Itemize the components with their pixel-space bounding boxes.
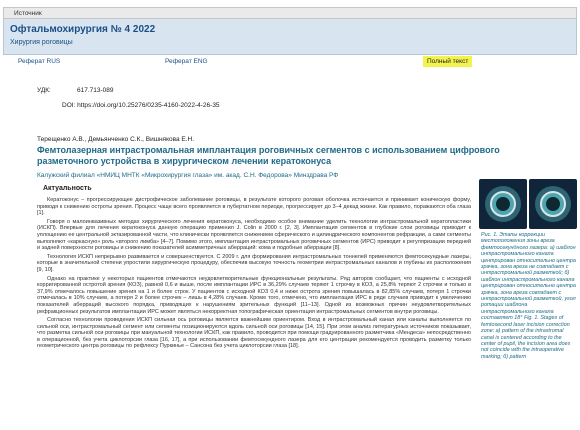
figure-1-image[interactable] (479, 176, 577, 230)
paragraph: Однако на практике у некоторых пациентов отмечаются неудовлетворительные функциональные результаты. Ряд авторов сообщает, что пациенты с исходной корригированной остротой зрения (КОЗ), равной 0,6 и выше, после имплантации ИРС в 36,29% случаев теряют 1 строчку в КОЗ, а 25,8% теряют 2 строчки и только в 37,9% отмечалось повышение зрения на 1 и более строк. У пациентов с исходной КОЗ 0,4 и ниже острота зрения повышалась в 82,85% случаев, потеря 1 строчки отмечалась в 10% случаев, а потеря 2 и более строчек – лишь в 4,28% случаев. Кроме того, отмечено, что имплантация ИРС в ряде случаев приводит к увеличению показателей аберраций высокого порядка, приводящих к нарушениям зрительных функций [11–13]. Одной из возможных причин неудовлетворительных рефракционных результатов имплантации ИРС может являться некорректная топографическая ориентация интрастромальных сегментов внутри роговицы. (37, 275, 471, 315)
paragraph: Согласно технологии проведения ИСКП сильная ось роговицы является важнейшим ориентиром. Вход в интрастромальный канал или каналы выполняется по сильной оси, интрастромальный сегмент или сегменты позиционируются вдоль сильной оси роговицы [14, 15]. При этом анализ литературных источников показывает, что разметка сильной оси роговицы при мануальной технологии ИСКП, как правило, проводится при помощи градуированного разметчика «Мендеса» непосредственно в операционной, без учета циклоторсии глаза [16, 17], а при использовании фемтосекундного лазера для его центрации рекомендуется проводить разметку только геометрического центра роговицы по рефлексу Пуркинье – Сансона без учета циклоторсии глаза [18]. (37, 317, 471, 350)
paragraph: Говоря о малоинвазивных методах хирургического лечения кератоконуса, необходимо особое внимание уделить технологии интрастромальной кератопластики (ИСКП). Впервые для лечения кератоконуса данную операцию применил J. Colin в 2000 г. [2, 3]. Имплантация сегментов в глубокие слои роговицы приводит к уплощению ее центральной эктазированной части, что клинически проявляется снижением сферического и цилиндрического компонентов рефракции, а сами сегменты выполняют «каркасную» роль «второго лимба» [4–7]. Помимо этого, имплантация интрастромальных роговичных сегментов (ИРС) приводит к регуляризации передней и задней поверхности роговицы и снижению показателей асимметричных аберраций: кома и подобные аберрации [8]. (37, 218, 471, 252)
section-name: Хирургия роговицы (10, 39, 73, 46)
journal-title-link[interactable]: Офтальмохирургия № 4 2022 (10, 24, 156, 35)
tab-abstract-rus[interactable]: Реферат RUS (18, 58, 61, 65)
udk-value: 617.713-089 (77, 87, 114, 94)
tab-full-text[interactable]: Полный текст (423, 56, 472, 67)
article-body (37, 197, 471, 352)
source-label: Источник (3, 7, 577, 19)
affiliation: Калужский филиал «НМИЦ МНТК «Микрохирургия глаза» им. акад. С.Н. Федорова» Минздрава РФ (37, 172, 339, 179)
doi-text[interactable]: DOI: https://doi.org/10.25276/0235-4160-2022-4-26-35 (62, 102, 220, 109)
eye-image-b (529, 179, 577, 229)
figure-caption: Рис. 1. Этапы коррекции местоположения зоны вреза фемтосекундного лазера: а) шаблон интрастромального канала центрирован относительно центра зрачка, зона вреза не совпадает с интрастромальной разметкой; б) шаблон интрастромального канала центрирован относительно центра зрачка, зона вреза совпадает с интрастромальной разметкой, угол ротации шаблона интрастромального канала составляет 18° Fig. 1. Stages of femtosecond laser incision correction zone: a) pattern of the intrastromal canal is centered according to the center of pupil, the incision area does not coincide with the intraoperative marking; б) pattern (481, 232, 576, 360)
paragraph: Технология ИСКП непрерывно развивается и совершенствуется. С 2009 г. для формирования интрастромальных тоннелей применяются фемтосекундные лазеры, которые в значительной степени упростили хирургическую процедуру, обеспечив высокую точность геометрии интрастромальных каналов и глубины их расположения [9, 10]. (37, 253, 471, 273)
paragraph: Кератоконус – прогрессирующее дистрофическое заболевание роговицы, в результате которого роговая оболочка истончается и принимает коническую форму, приводя к снижению остроты зрения. Процесс чаще всего проявляется в пубертатном периоде, прогрессирует до 3–4 декад жизни. Как правило, поражаются оба глаза [1]. (37, 197, 471, 217)
tab-abstract-eng[interactable]: Реферат ENG (165, 58, 208, 65)
eye-image-a (479, 179, 527, 229)
authors: Терещенко А.В., Демьянченко С.К., Вишнякова Е.Н. (37, 136, 195, 143)
section-heading: Актуальность (43, 185, 92, 192)
udk-label: УДК: (37, 87, 51, 94)
article-title: Фемтолазерная интрастромальная имплантация роговичных сегментов с использованием цифрового разметочного устройства в хирургическом лечении кератоконуса (37, 145, 500, 166)
abstract-tabs (3, 56, 577, 67)
